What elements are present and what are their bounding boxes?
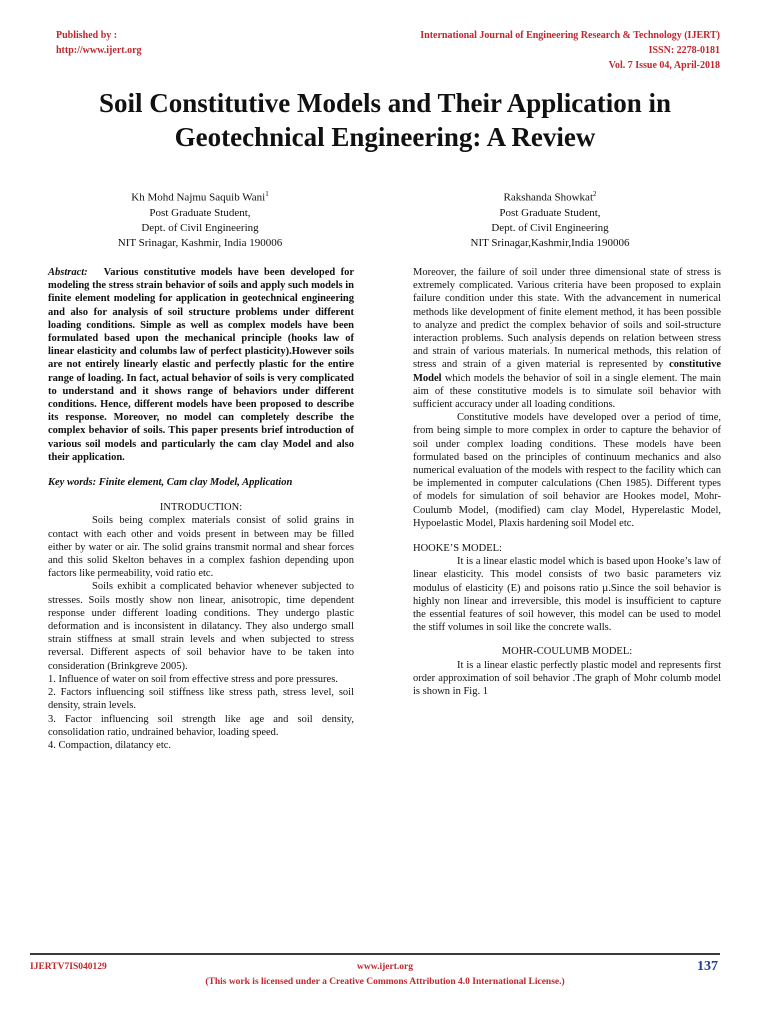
keywords: Key words: Finite element, Cam clay Model, Application xyxy=(48,477,293,489)
abstract xyxy=(48,266,354,464)
left-column xyxy=(48,266,354,752)
list-item: 2. Factors influencing soil stiffness like stress path, stress level, soil density, strain levels. xyxy=(48,687,354,712)
author-position: Post Graduate Student, xyxy=(499,206,601,219)
author-dept: Dept. of Civil Engineering xyxy=(141,221,259,234)
mohr-coulumb-text: It is a linear elastic perfectly plastic model and represents first order approximation of soil behavior .The graph of Mohr columb model is shown in Fig. 1 xyxy=(413,659,721,698)
paragraph-numerical-methods: Moreover, the failure of soil under three dimensional state of stress is extremely complicated. Various criteria have been proposed to explain failure condition under this state. With the advancement in numerical methods like development of finite element method, it has been possible to analyze and predict the complex behavior of soils and soil-structure interaction problems. Such analysis depends on relation between stress and strain of various materials. In numerical methods, this relation of stress and strain of a given material is represented by constitutive Model which models the behavior of soil in a single element. The main aim of these constitutive models is to simulate soil behavior with sufficient accuracy under all loading conditions. xyxy=(413,267,721,411)
issn: ISSN: 2278-0181 xyxy=(648,45,720,56)
hooke-model-heading: HOOKE’S MODEL: xyxy=(413,543,502,555)
list-item: 4. Compaction, dilatancy etc. xyxy=(48,739,172,751)
author-affiliation: NIT Srinagar,Kashmir,India 190006 xyxy=(470,236,630,249)
footer-website[interactable]: www.ijert.org xyxy=(357,962,413,972)
author-dept: Dept. of Civil Engineering xyxy=(491,221,609,234)
published-by: Published by : xyxy=(56,30,118,41)
paper-id: IJERTV7IS040129 xyxy=(30,962,107,972)
hooke-model-text: It is a linear elastic model which is based upon Hooke’s law of linear elasticity. This model consists of two basic parameters viz modulus of elasticity (E) and poisons ratio µ.Since the soil behavior is highly non linear and irreversible, this model is insufficient to capture the essential features of soil however, this model can be used to model the stiff volumes in soil like the concrete walls. xyxy=(413,556,721,634)
list-item: 1. Influence of water on soil from effective stress and pore pressures. xyxy=(48,673,338,685)
author-block-1 xyxy=(80,187,320,251)
abstract-label: Abstract: xyxy=(48,267,88,278)
header-left xyxy=(56,28,142,58)
intro-paragraph-1: Soils being complex materials consist of solid grains in contact with each other and voids present in between may be filled either by water or air. The solid grains transmit normal and shear forces and this solid Skelton behaves in a complex fashion depending upon factors like permeability, void ratio etc. xyxy=(48,515,354,580)
right-column xyxy=(413,266,721,698)
author-position: Post Graduate Student, xyxy=(149,206,251,219)
constitutive-model-term: constitutive Model xyxy=(413,359,721,384)
mohr-coulumb-heading: MOHR-COULUMB MODEL: xyxy=(501,646,633,658)
paper-title: Soil Constitutive Models and Their Application in Geotechnical Engineering: A Review xyxy=(98,88,672,152)
author-affiliation: NIT Srinagar, Kashmir, India 190006 xyxy=(117,236,283,249)
author-block-2 xyxy=(420,187,680,251)
paragraph-constitutive-models: Constitutive models have developed over a period of time, from being simple to more complex in order to capture the behavior of soil under complex loading conditions. These models have been formulated based on the principles of continuum mechanics and also numerical evaluation of the models with respect to the facility which can be implemented in computer calculations (Chen 1985). Different types of models for simulation of soil behavior are Hookes model, Mohr-Coulumb Model, (modified) cam clay Model, Hyperelastic Model, Hypoelastic Model, Plaxis hardening soil Model etc. xyxy=(413,412,721,529)
page-number: 137 xyxy=(697,959,718,974)
journal-name: International Journal of Engineering Research & Technology (IJERT) xyxy=(420,30,720,41)
introduction-heading: INTRODUCTION: xyxy=(159,502,243,514)
author-name: Kh Mohd Najmu Saquib Wani$^1$ xyxy=(131,190,269,204)
header-right xyxy=(420,28,720,73)
abstract-text: Various constitutive models have been developed for modeling the stress strain behavior of soils and apply such models in finite element modeling for application in geotechnical engineering and also for analysis of soil structure problems under different loading conditions. Simple as well as complex models have been formulated based upon the mechanical principle (hooks law of linear elasticity and columbs law of perfect plasticity).However soils are not entirely linearly elastic and perfectly plastic for the entire range of loading. In fact, actual behavior of soils is very complicated to understand and it shows range of behaviors under different conditions. Hence, different models have been proposed to describe its response. Moreover, no model can completely describe the complex behavior of soils. This paper presents brief introduction of various soil models and particularly the cam clay Model and also their application. xyxy=(48,267,355,463)
volume-issue: Vol. 7 Issue 04, April-2018 xyxy=(608,60,720,71)
license-notice: (This work is licensed under a Creative Commons Attribution 4.0 International License.) xyxy=(205,977,565,987)
author-name: Rakshanda Showkat$^2$ xyxy=(503,190,597,204)
footer-divider xyxy=(30,953,720,955)
journal-website[interactable]: http://www.ijert.org xyxy=(56,45,142,56)
intro-paragraph-2: Soils exhibit a complicated behavior whenever subjected to stresses. Soils mostly show non linear, anisotropic, time dependent response under different loading conditions. They undergo plastic deformation and is inconsistent in dilatancy. They also undergo small strain stiffness at small strain levels and when subjected to stress reversal. Different aspects of soil behavior have to be taken into consideration (Brinkgreve 2005). xyxy=(48,581,354,672)
list-item: 3. Factor influencing soil strength like age and soil density, consolidation ratio, undrained behavior, loading speed. xyxy=(48,713,354,738)
